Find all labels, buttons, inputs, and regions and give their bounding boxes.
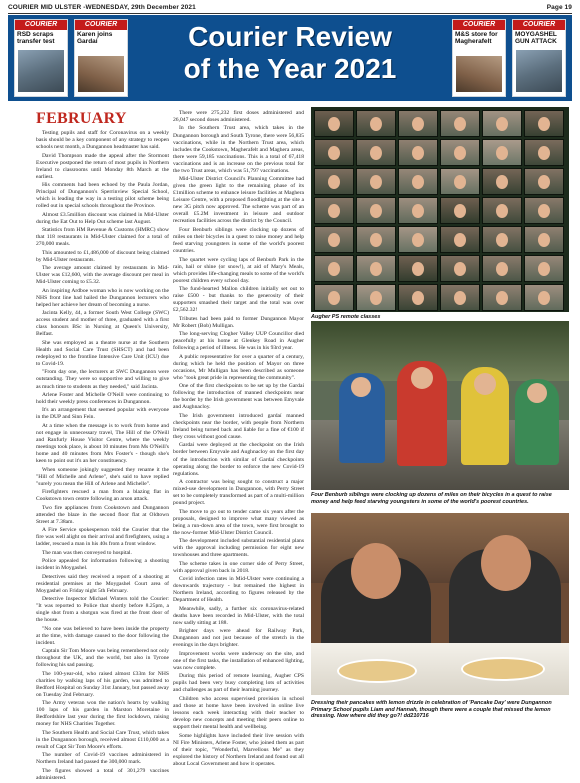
article-paragraph: A public representative for over a quarter of a century, during which he held the position of Mayor on three occasions, Mr Mulligan has been described as someone who "took great pride in representing the community". (173, 353, 304, 381)
pancake-plate (337, 659, 417, 683)
video-tile (398, 284, 438, 311)
participant-face (454, 262, 466, 276)
video-tile (524, 226, 564, 253)
thumbnail-masthead: COURIER (453, 20, 505, 30)
video-tile (356, 139, 396, 166)
photo-caption: Four Benburb siblings were clocking up dozens of miles on their bicycles in a quest to raise money and help feed starving youngsters in some of the world's poorest countries. (311, 492, 552, 505)
article-paragraph: Brighter days were ahead for Railway Park, Dungannon and not just because of the stretch in the evenings in the days brighter. (173, 628, 304, 649)
photo-caption: Dressing their pancakes with lemon drizzle in celebration of 'Pancake Day' were Dungannon Primary School pupils Liam and Hannah, though there were a couple that missed the lemon dressing. Now where did they go?! dd210716 (311, 700, 552, 720)
participant-face (538, 146, 550, 160)
video-tile (524, 284, 564, 311)
article-paragraph: David Thompson made the appeal after the Stormont Executive postponed the return of most pupils in Northern Ireland to classrooms until Monday 8th March at the earliest. (36, 152, 169, 180)
participant-face (328, 233, 340, 247)
pancake-plate (461, 657, 545, 681)
cycling-siblings-photo (311, 321, 569, 490)
thumbnail-masthead: COURIER (75, 20, 127, 30)
participant-face (370, 117, 382, 131)
video-tile (482, 255, 522, 282)
article-paragraph: The Army veteran won the nation's hearts by walking 100 laps of his garden in Marston Moretaine in Bedfordshire last year during the first lockdown, raising money for NHS Charities Together. (36, 700, 169, 728)
participant-face (328, 146, 340, 160)
video-tile (314, 139, 354, 166)
thumbnail-photo (18, 50, 64, 92)
article-paragraph: The average amount claimed by restaurants in Mid-Ulster was £12,600, with the average discount per meal in Mid-Ulster coming to £5.32. (36, 265, 169, 286)
thumbnail-headline: RSD scraps transfer test (17, 31, 55, 45)
video-tile (314, 255, 354, 282)
article-paragraph: When someone jokingly suggested they rename it the "Hill of Michelle and Arlene", she's said to have replied "surely you mean the Hill of Arlene and Michelle". (36, 466, 169, 487)
front-page-thumbnail (14, 19, 68, 97)
participant-face (538, 117, 550, 131)
article-paragraph: Improvement works were underway on the site, and one of the first tasks, the installation of enhanced lighting, was now complete. (173, 650, 304, 671)
participant-face (328, 204, 340, 218)
video-tile (440, 110, 480, 137)
article-paragraph: Police appealed for information following a shooting incident in Moygashel. (36, 558, 169, 572)
participant-face (538, 262, 550, 276)
video-tile (398, 197, 438, 224)
article-paragraph: The Irish government introduced gardaí manned checkpoints near the border, with people from Northern Ireland being turned back and liable for a fine of €100 if they cross without good cause. (173, 412, 304, 440)
video-tile (440, 255, 480, 282)
participant-face (370, 175, 382, 189)
article-paragraph: The move to go out to tender came six years after the proposals, designed to improve what many viewed as being a run-down area of the town, were first brought to the now-former Mid-Ulster District Council. (173, 508, 304, 536)
video-tile (356, 110, 396, 137)
child-face (351, 377, 371, 397)
video-tile (356, 197, 396, 224)
front-page-thumbnail (452, 19, 506, 97)
review-banner (8, 15, 572, 101)
video-tile (482, 284, 522, 311)
article-paragraph: Arlene Foster and Michelle O'Neill were continuing to hold their weekly press conferences in Dungannon. (36, 391, 169, 405)
child-face (474, 373, 496, 395)
article-paragraph: One of the first checkpoints to be set up by the Gardaí following the introduction of manned checkpoints near the border by the Irish government was between Emyvale and Aughnacloy. (173, 383, 304, 411)
participant-face (454, 117, 466, 131)
article-paragraph: The man was then conveyed to hospital. (42, 549, 132, 556)
video-tile (524, 168, 564, 195)
participant-face (370, 233, 382, 247)
front-page-thumbnail (512, 19, 566, 97)
article-paragraph: Detective Inspector Michael Winters told the Courier: "It was reported to Police that shortly before 8.25pm, a single shot from a shotgun was fired at the front door of the house. (36, 596, 169, 624)
participant-face (412, 146, 424, 160)
article-paragraph: Two fire appliances from Cookstown and Dungannon attended the blaze in the second floor flat at Oldtown Street at 7.38am. (36, 504, 169, 525)
participant-face (370, 291, 382, 305)
video-tile (440, 139, 480, 166)
article-paragraph: The quartet were cycling laps of Benburb Park in the rain, hail or shine (or snow!), at aid of Mary's Meals, which provides life-changing meals to some of the world's poorest children every school day. (173, 256, 304, 284)
participant-face (328, 175, 340, 189)
video-tile (440, 197, 480, 224)
article-paragraph: In the Southern Trust area, which takes in the Dungannon borough and South Tyrone, there were 56,835 vaccinations, while in the Northern Trust area, which includes the Cookstown, Magherafelt and Maghera areas, there were 59,185 vaccinations. This is a total of 67,418 vaccinations and is an increase on the previous total for the two Trust areas, which was 51,797 vaccinations. (173, 125, 304, 174)
participant-face (454, 175, 466, 189)
article-paragraph: At a time when the message is to work from home and not engage in unnecessary travel, The Hill of the O'Neill and Ranfurly House Visitor Centre, where the weekly meetings took place, is about 10 minutes from Ms O'Neill's home and 40 minutes from Mrs Foster's - though she's keen to point out it's an her constituency. (36, 422, 169, 465)
video-tile (398, 110, 438, 137)
video-tile (482, 110, 522, 137)
participant-face (496, 262, 508, 276)
article-paragraph: There were 275,232 first doses administered and 26,047 second doses administered. (173, 110, 304, 124)
participant-face (328, 117, 340, 131)
column-2-body (173, 110, 304, 768)
participant-face (412, 117, 424, 131)
article-paragraph: The Southern Health and Social Care Trust, which takes in the Dungannon borough, received almost £110,000 as a result of Capt Sir Tom Moore's efforts. (36, 729, 169, 750)
article-paragraph: A Fire Service spokesperson told the Courier that the fire was well alight on their arrival and firefighters, using a ladder, rescued a man in his 40s from a front window. (36, 527, 169, 548)
video-tile (398, 255, 438, 282)
participant-face (496, 204, 508, 218)
video-tile (314, 197, 354, 224)
video-tile (524, 197, 564, 224)
video-tile (524, 255, 564, 282)
participant-face (412, 291, 424, 305)
participant-face (496, 146, 508, 160)
banner-title (156, 21, 424, 85)
article-paragraph: A contractor was being sought to construct a major mixed-use development in Dungannon, with Perry Street set to be completely transformed as part of a multi-million pound project. (173, 479, 304, 507)
video-tile (356, 255, 396, 282)
article-paragraph: The fund-hearted Mallon children initially set out to raise £500 - but thanks to the generosity of their supporters smashed their target and the total was over £2,562.32! (173, 286, 304, 314)
photo-caption: Augher PS remote classes (311, 314, 381, 320)
video-tile (314, 110, 354, 137)
article-paragraph: Four Benburb siblings were clocking up dozens of miles on their bicycles in a quest to raise money and help feed starving youngsters in some of the world's poorest countries. (173, 226, 304, 255)
thumbnail-headline: M&S store for Magherafelt (455, 31, 498, 45)
article-paragraph: Firefighters rescued a man from a blazing flat in Cookstown town centre following an arson attack. (36, 489, 169, 503)
article-paragraph: Meanwhile, sadly, a further six coronavirus-related deaths have been recorded in Mid-Ulster, with the total now sadly sitting at 188. (173, 605, 304, 626)
thumbnail-masthead: COURIER (15, 20, 67, 30)
article-paragraph: Detectives said they received a report of a shooting at residential premises at the Moygashel Court area of Moygashel on Friday night 5th February. (36, 573, 169, 594)
video-tile (398, 226, 438, 253)
folio-publication: COURIER MID ULSTER -WEDNESDAY, 29th December 2021 (8, 4, 196, 11)
participant-face (454, 233, 466, 247)
article-paragraph: The number of Covid-19 vaccines administered in Northern Ireland had passed the 300,000 mark. (36, 752, 169, 766)
pupil-face (481, 535, 531, 591)
article-paragraph: Mid-Ulster District Council's Planning Committee had given the green light to the remaining phase of its £1million scheme to enhance leisure facilities at Maghera Leisure Centre, with a proposed floodlighting at the site a new 3G pitch now approved. The scheme was part of an overall £5.2M investment in leisure and outdoor recreation facilities across the district by the Council. (173, 176, 304, 225)
article-column-2 (173, 110, 304, 769)
thumbnail-headline: Karen joins Gardaí (77, 31, 113, 45)
article-paragraph: Almost £3.5million discount was claimed in Mid-Ulster during the Eat Out to Help Out scheme last August. (36, 211, 169, 225)
video-tile (398, 139, 438, 166)
article-column-1 (36, 110, 169, 783)
folio-page-number: Page 19 (546, 4, 572, 11)
video-tile (356, 226, 396, 253)
thumbnail-masthead: COURIER (513, 20, 565, 30)
participant-face (370, 146, 382, 160)
child-face (527, 383, 547, 403)
participant-face (412, 204, 424, 218)
page-folio (8, 2, 572, 14)
video-tile (356, 284, 396, 311)
article-paragraph: His comments had been echoed by the Paula Jordan, Principal of Dungannon's Sperrinview Special School, which is leading the way in a testing pilot scheme being rolled out in special schools throughout the Province. (36, 182, 169, 210)
article-paragraph: The figures showed a total of 301,279 vaccines administered. (36, 767, 169, 781)
article-paragraph: An inspiring Ardboe woman who is now working on the NHS front line had hailed the Dungannon lecturers who helped her achieve her dream of becoming a nurse. (36, 287, 169, 308)
thumbnail-headline: MOYGASHEL GUN ATTACK (515, 31, 557, 45)
participant-face (496, 117, 508, 131)
video-tile (314, 226, 354, 253)
video-tile (482, 168, 522, 195)
article-paragraph: The long-serving Clogher Valley UUP Councillor died peacefully at his home at Glenkey Road in Augher following a period of illness. He was in his 93rd year. (173, 331, 304, 352)
participant-face (454, 291, 466, 305)
article-paragraph: Some highlights have included their live session with NI Fire Ministers, Arlene Foster, who joined them as part of their topic, "Wonderful, Marvellous Me" as they explored the history of Northern Ireland and found out all about Local Government and how it operates. (173, 732, 304, 767)
thumbnail-photo (456, 56, 502, 92)
article-paragraph: Captain Sir Tom Moore was being remembered not only throughout the UK, and the world, but also in Tyrone following his sad passing. (36, 648, 169, 669)
participant-face (412, 262, 424, 276)
video-tile (398, 168, 438, 195)
article-paragraph: Statistics from HM Revenue & Customs (HMRC) show that 118 restaurants in Mid-Ulster claimed for a total of 270,000 meals. (36, 227, 169, 248)
month-heading: FEBRUARY (36, 110, 127, 127)
article-paragraph: Gardaí were deployed at the checkpoint on the Irish border between Emyvale and Aughnacloy on the first day of the introduction with similar of Gardaí checkpoints operating along the border to enforce the new Covid-19 regulations. (173, 442, 304, 477)
article-paragraph: It's an arrangement that seemed popular with everyone in the DUP and Sinn Fein. (36, 407, 169, 421)
article-paragraph: "No one was believed to have been inside the property at the time, with damage caused to the door following the incident. (36, 625, 169, 646)
thumbnail-photo (516, 50, 562, 92)
video-tile (482, 197, 522, 224)
participant-face (454, 146, 466, 160)
article-paragraph: The scheme takes in one corner side of Perry Street, with approval given back in 2018. (173, 560, 304, 574)
article-paragraph: "From day one, the lecturers at SWC Dungannon were outstanding. They were so supportive and willing to give as much time to students as they needed," said Jacinta. (36, 369, 169, 390)
child-face (411, 367, 433, 389)
article-paragraph: She was employed as a theatre nurse at the Southern Health and Social Care Trust (SHSCT) and had been redeployed to the frontline Intensive Care Unit (ICU) due to Covid-19. (36, 339, 169, 367)
video-tile (440, 168, 480, 195)
thumbnail-photo (78, 56, 124, 92)
video-tile (524, 139, 564, 166)
column-1-body (36, 130, 169, 782)
pancake-day-photo (311, 513, 569, 695)
participant-face (412, 233, 424, 247)
article-paragraph: Jacinta Kelly, 44, a former South West College (SWC) access student and mother of three, graduated with a first class honours BSc in Nursing at Queen's University, Belfast. (36, 310, 169, 338)
article-paragraph: The development included substantial residential plans with the approval including permission for eight new townhouses and three apartments. (173, 538, 304, 559)
video-tile (356, 168, 396, 195)
article-paragraph: Children who access supervised provision in school and those at home have been involved in online live lessons each week interacting with their teacher to develop new concepts and meeting their peers online to support their mental health and wellbeing. (173, 695, 304, 731)
participant-face (328, 262, 340, 276)
participant-face (496, 291, 508, 305)
participant-face (328, 291, 340, 305)
participant-face (412, 175, 424, 189)
pupil-face (351, 543, 401, 599)
participant-face (538, 291, 550, 305)
video-tile (314, 284, 354, 311)
video-tile (440, 284, 480, 311)
banner-title-line: Courier Review (188, 21, 392, 52)
video-tile (440, 226, 480, 253)
participant-face (496, 233, 508, 247)
article-paragraph: Testing pupils and staff for Coronavirus on a weekly basis should be a key component of any strategy to reopen schools next month, a Dungannon headmaster has said. (36, 130, 169, 151)
video-tile (482, 226, 522, 253)
participant-face (538, 233, 550, 247)
video-tile (482, 139, 522, 166)
participant-face (454, 204, 466, 218)
front-page-thumbnail (74, 19, 128, 97)
participant-face (538, 175, 550, 189)
participant-face (370, 204, 382, 218)
article-paragraph: The 100-year-old, who raised almost £33m for NHS charities by walking laps of his garden, was admitted to Bedford Hospital on Sunday 31st January, but passed away on Tuesday 2nd February. (36, 670, 169, 698)
participant-face (370, 262, 382, 276)
participant-face (496, 175, 508, 189)
banner-title-line: of the Year 2021 (183, 53, 397, 84)
video-tile (524, 110, 564, 137)
participant-face (538, 204, 550, 218)
article-paragraph: Tributes had been paid to former Dungannon Mayor Mr Robert (Bob) Mulligan. (173, 315, 304, 329)
video-tile (314, 168, 354, 195)
article-paragraph: Covid infection rates in Mid-Ulster were continuing a downwards trajectory - but remained the highest in Northern Ireland, according to figures released by the Department of Health. (173, 576, 304, 604)
zoom-class-photo (311, 107, 569, 312)
article-paragraph: This amounted to £1,486,000 of discount being claimed by Mid-Ulster restaurants. (36, 249, 169, 263)
article-paragraph: During this period of remote learning, Augher CPS pupils had been very busy completing lots of activities and challenges as part of their learning journey. (173, 673, 304, 694)
